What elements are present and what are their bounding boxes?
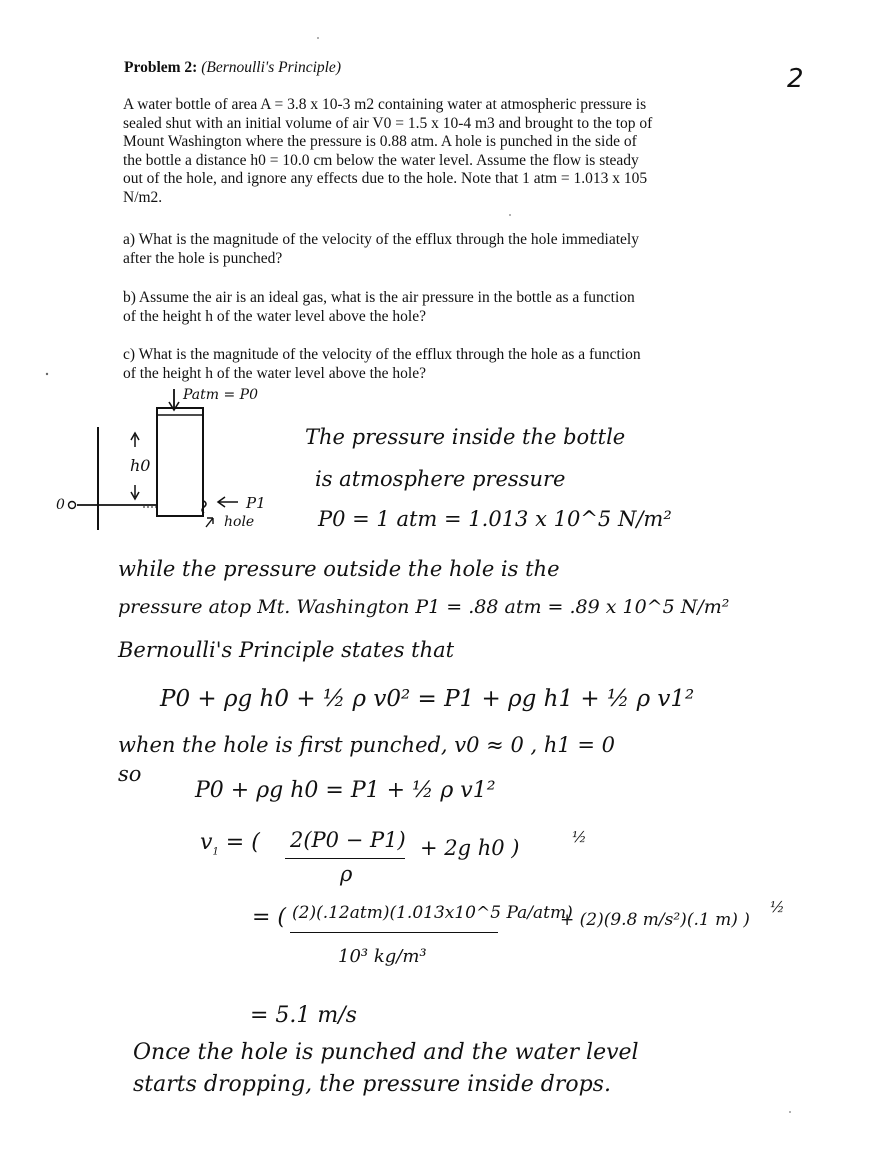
subst-tail: + (2)(9.8 m/s²)(.1 m) ) bbox=[560, 910, 750, 930]
intro-line: the bottle a distance h0 = 10.0 cm below the water level. Assume the flow is steady bbox=[123, 151, 639, 169]
part-a-line: after the hole is punched? bbox=[123, 249, 283, 267]
v1-fraction-bar bbox=[285, 858, 405, 859]
origin-label: 0 bbox=[56, 497, 65, 513]
v1-prefix: $v_1$ = ( bbox=[200, 830, 260, 858]
v1-exponent: ½ bbox=[572, 828, 587, 846]
solution-line-14: Once the hole is punched and the water level bbox=[133, 1040, 639, 1065]
solution-line-3: P0 = 1 atm = 1.013 x 10^5 N/m² bbox=[318, 507, 672, 531]
part-c bbox=[123, 346, 763, 383]
part-a bbox=[123, 231, 763, 268]
speck bbox=[789, 1111, 791, 1113]
speck bbox=[46, 373, 48, 375]
origin-circle bbox=[69, 502, 76, 509]
speck bbox=[509, 214, 511, 216]
p1-label: P1 bbox=[246, 494, 266, 512]
bottle-outline bbox=[157, 408, 203, 516]
part-b-line: of the height h of the water level above the hole? bbox=[123, 307, 426, 325]
part-b bbox=[123, 289, 763, 326]
intro-line: A water bottle of area A = 3.8 x 10-3 m2 containing water at atmospheric pressure is bbox=[123, 96, 647, 113]
solution-line-9: so bbox=[118, 762, 142, 786]
solution-line-8: when the hole is first punched, v0 ≈ 0 , h1 = 0 bbox=[118, 733, 616, 757]
bernoulli-equation: P0 + ρg h0 + ½ ρ v0² = P1 + ρg h1 + ½ ρ v1² bbox=[160, 686, 695, 712]
v1-tail: + 2g h0 ) bbox=[420, 836, 520, 860]
intro-line: out of the hole, and ignore any effects due to the hole. Note that 1 atm = 1.013 x 105 bbox=[123, 170, 648, 187]
v1-frac-num: 2(P0 − P1) bbox=[290, 828, 406, 852]
subst-prefix: = ( bbox=[252, 905, 287, 930]
subst-exponent: ½ bbox=[770, 898, 785, 916]
bottle-diagram bbox=[55, 385, 295, 535]
part-b-line: b) Assume the air is an ideal gas, what is the air pressure in the bottle as a function bbox=[123, 289, 635, 306]
v1-frac-den: ρ bbox=[340, 862, 353, 886]
solution-line-1: The pressure inside the bottle bbox=[305, 425, 626, 449]
patm-label: Patm = P0 bbox=[183, 387, 258, 403]
hole-label: hole bbox=[224, 514, 255, 530]
part-a-line: a) What is the magnitude of the velocity of the efflux through the hole immediately bbox=[123, 231, 639, 248]
subst-fraction-bar bbox=[290, 932, 498, 933]
solution-line-2: is atmosphere pressure bbox=[315, 467, 566, 491]
intro-line: sealed shut with an initial volume of air V0 = 1.5 x 10-4 m3 and brought to the top of bbox=[123, 114, 653, 132]
part-c-line: c) What is the magnitude of the velocity of the efflux through the hole as a function bbox=[123, 346, 641, 363]
solution-line-4: while the pressure outside the hole is the bbox=[118, 557, 560, 581]
solution-line-5: pressure atop Mt. Washington P1 = .88 atm = .89 x 10^5 N/m² bbox=[118, 596, 730, 618]
simplified-equation: P0 + ρg h0 = P1 + ½ ρ v1² bbox=[195, 778, 496, 803]
problem-intro bbox=[123, 96, 763, 207]
speck bbox=[317, 37, 319, 39]
h0-label: h0 bbox=[130, 456, 151, 475]
solution-line-6: Bernoulli's Principle states that bbox=[118, 638, 455, 662]
problem-title bbox=[124, 59, 341, 78]
subst-frac-num: (2)(.12atm)(1.013x10^5 Pa/atm) bbox=[292, 903, 573, 923]
problem-label: Problem 2: bbox=[124, 59, 198, 76]
hole-pointer bbox=[206, 518, 213, 527]
problem-topic: (Bernoulli's Principle) bbox=[201, 59, 341, 76]
solution-line-15: starts dropping, the pressure inside drops. bbox=[133, 1072, 611, 1097]
intro-line: Mount Washington where the pressure is 0.88 atm. A hole is punched in the side of bbox=[123, 133, 637, 150]
part-c-line: of the height h of the water level above the hole? bbox=[123, 364, 426, 382]
page-number: 2 bbox=[787, 64, 804, 94]
result-line: = 5.1 m/s bbox=[250, 1003, 357, 1028]
intro-line: N/m2. bbox=[123, 188, 163, 206]
subst-frac-den: 10³ kg/m³ bbox=[338, 946, 427, 967]
